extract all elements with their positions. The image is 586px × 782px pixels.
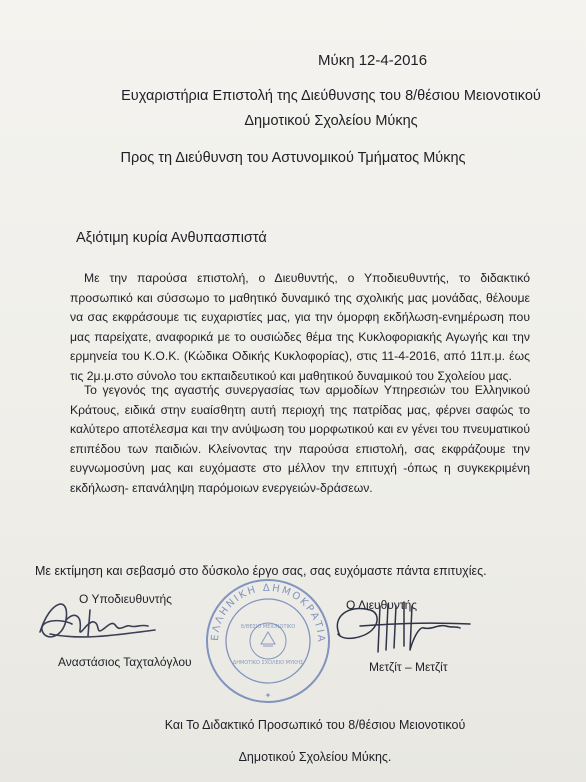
footer-line-2: Δημοτικού Σχολείου Μύκης.: [238, 750, 392, 764]
svg-text:ΔΗΜΟΤΙΚΟ ΣΧΟΛΕΙΟ ΜΥΚΗΣ: ΔΗΜΟΤΙΚΟ ΣΧΟΛΕΙΟ ΜΥΚΗΣ: [232, 660, 304, 666]
letter-salutation: Αξιότιμη κυρία Ανθυπασπιστά: [76, 230, 267, 246]
vice-principal-name: Αναστάσιος Ταχταλόγλου: [58, 655, 192, 669]
letter-title-line-2: Δημοτικού Σχολείου Μύκης: [244, 113, 418, 129]
letter-date: Μύκη 12-4-2016: [318, 52, 428, 69]
footer-line-1: Και Το Διδακτικό Προσωπικό του 8/θέσιου Μειονοτικού: [164, 718, 466, 732]
vice-principal-signature: [30, 590, 170, 650]
school-stamp: [203, 576, 333, 706]
letter-paragraph-1: Με την παρούσα επιστολή, ο Διευθυντής, ο Υποδιευθυντής, το διδακτικό προσωπικό και σύσσωμο το μαθητικό δυναμικό της σχολικής μας μονάδας, θέλουμε να σας εκφράσουμε τις ευχαριστίες μας, για την όμορφη εκδήλωση-ενημέρωση που μας παρείχατε, αναφορικά με το ουσιώδες θέμα της Κυκλοφοριακής Αγωγής και την ερμηνεία του Κ.Ο.Κ. (Κώδικα Οδικής Κυκλοφορίας), στις 11-4-2016, από 11π.μ. έως τις 2μ.μ.στο σύνολο του εκπαιδευτικού και μαθητικού δυναμικού του Σχολείου μας.: [70, 271, 530, 383]
principal-title: Ο Διευθυντής: [346, 598, 418, 612]
svg-text:✦: ✦: [264, 691, 272, 700]
principal-signature: [320, 596, 480, 662]
letter-paragraph-2: Το γεγονός της αγαστής συνεργασίας των αρμοδίων Υπηρεσιών του Ελληνικού Κράτους, ειδικά στην ευαίσθητη αυτή περιοχή της πατρίδας μας, φέρνει σαφώς το καλύτερο αποτέλεσμα και την ανύψωση του μορφωτικού και εν γένει του πνευματικού επιπέδου των παιδιών. Κλείνοντας την παρούσα επιστολή, σας εκφράζουμε την ευγνωμοσύνη μας και ευχόμαστε στο μέλλον την επιτυχή -όπως η συγκεκριμένη εκδήλωση- επανάληψη παρόμοιων ενεργειών-δράσεων.: [70, 383, 530, 495]
principal-name: Μετζίτ – Μετζίτ: [369, 660, 448, 674]
vice-principal-title: Ο Υποδιευθυντής: [79, 592, 172, 606]
svg-text:8/ΘΕΣΙΟ ΜΕΙΟΝΟΤΙΚΟ: 8/ΘΕΣΙΟ ΜΕΙΟΝΟΤΙΚΟ: [240, 624, 296, 630]
letter-title-line-1: Ευχαριστήρια Επιστολή της Διεύθυνσης του 8/θέσιου Μειονοτικού: [121, 88, 541, 104]
letter-closing: Με εκτίμηση και σεβασμό στο δύσκολο έργο σας, σας ευχόμαστε πάντα επιτυχίες.: [35, 564, 487, 578]
letter-recipient: Προς τη Διεύθυνση του Αστυνομικού Τμήματος Μύκης: [120, 150, 466, 166]
svg-text:ΕΛΛΗΝΙΚΗ ΔΗΜΟΚΡΑΤΙΑ: ΕΛΛΗΝΙΚΗ ΔΗΜΟΚΡΑΤΙΑ: [209, 582, 327, 644]
